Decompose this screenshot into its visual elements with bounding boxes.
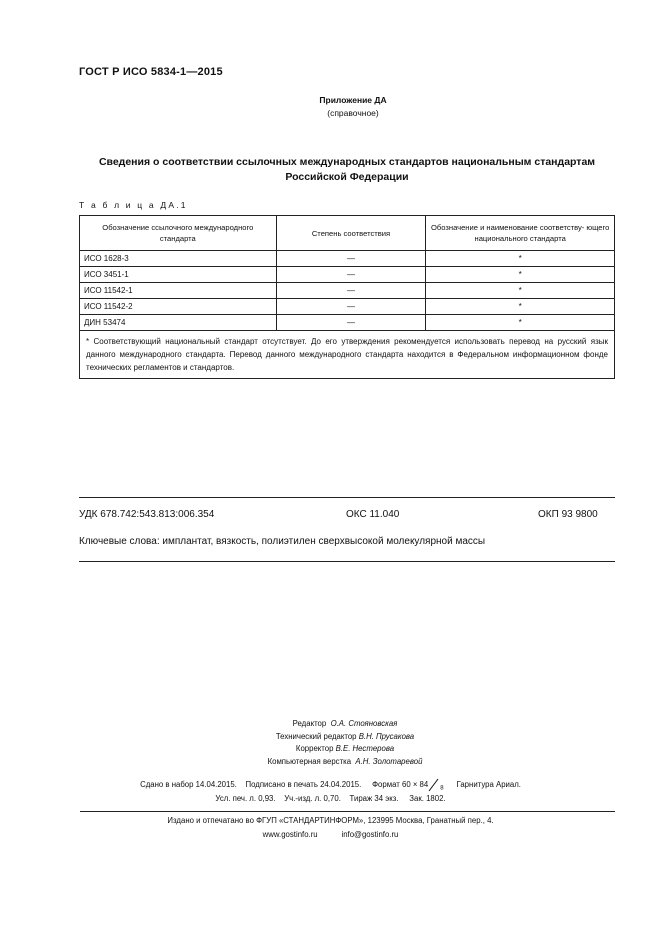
email-link[interactable]: info@gostinfo.ru bbox=[341, 830, 399, 839]
cell-ref: ИСО 11542-1 bbox=[80, 283, 277, 299]
cell-national: * bbox=[426, 283, 615, 299]
table-footnote-row bbox=[80, 331, 615, 379]
cell-degree: — bbox=[276, 299, 426, 315]
editor-name: О.А. Стояновская bbox=[330, 719, 398, 728]
cell-national: * bbox=[426, 315, 615, 331]
credits-block bbox=[180, 718, 510, 768]
okp-code: ОКП 93 9800 bbox=[538, 509, 598, 520]
credit-tech-editor: Технический редактор В.Н. Прусакова bbox=[275, 731, 415, 741]
table-row bbox=[80, 251, 615, 267]
tech-editor-name: В.Н. Прусакова bbox=[358, 731, 415, 741]
header-degree: Степень соответствия bbox=[276, 216, 426, 251]
print-line-2 bbox=[0, 792, 661, 806]
table-row bbox=[80, 267, 615, 283]
site-link[interactable]: www.gostinfo.ru bbox=[262, 830, 318, 839]
table-row bbox=[80, 299, 615, 315]
table-label: Т а б л и ц а ДА.1 bbox=[79, 200, 188, 210]
oks-code: ОКС 11.040 bbox=[346, 509, 400, 520]
credit-corrector: Корректор В.Е. Нестерова bbox=[295, 744, 395, 753]
cell-national: * bbox=[426, 251, 615, 267]
annex-note: (справочное) bbox=[327, 108, 379, 118]
credit-editor: Редактор О.А. Стояновская bbox=[292, 719, 398, 728]
header-national-standard: Обозначение и наименование соответству- ющего национального стандарта bbox=[426, 216, 615, 251]
publ-sheets: Уч.-изд. л. 0,70. bbox=[284, 794, 341, 803]
cell-degree: — bbox=[276, 251, 426, 267]
cell-national: * bbox=[426, 267, 615, 283]
layout-name: А.Н. Золотаревой bbox=[355, 756, 423, 766]
font-info: Гарнитура Ариал. bbox=[456, 780, 521, 789]
keywords: Ключевые слова: имплантат, вязкость, полиэтилен сверхвысокой молекулярной массы bbox=[79, 536, 486, 547]
table-footnote: * Соответствующий национальный стандарт отсутствует. До его утверждения рекомендуется использовать перевод на русский язык данного международного стандарта. Перевод данного международного стандарта находится в Федеральном информационном фонде технических регламентов и стандартов. bbox=[80, 331, 615, 379]
print-sheets: Усл. печ. л. 0,93. bbox=[215, 794, 276, 803]
publisher-line: Издано и отпечатано во ФГУП «СТАНДАРТИНФОРМ», 123995 Москва, Гранатный пер., 4. bbox=[167, 816, 494, 825]
credit-layout: Компьютерная верстка А.Н. Золотаревой bbox=[267, 756, 423, 766]
signed-date: Подписано в печать 24.04.2015. bbox=[245, 780, 362, 789]
header-ref-standard: Обозначение ссылочного международного стандарта bbox=[80, 216, 277, 251]
divider-top bbox=[79, 497, 615, 498]
cell-degree: — bbox=[276, 315, 426, 331]
corrector-name: В.Е. Нестерова bbox=[335, 744, 395, 753]
cell-ref: ИСО 1628-3 bbox=[80, 251, 277, 267]
table-row bbox=[80, 315, 615, 331]
divider-print bbox=[80, 811, 615, 812]
correspondence-table bbox=[79, 215, 615, 379]
udk-code: УДК 678.742:543.813:006.354 bbox=[79, 509, 215, 520]
format-fraction-icon bbox=[428, 780, 440, 790]
section-title: Сведения о соответствии ссылочных международных стандартов национальным стандартам Российской Федерации bbox=[98, 156, 596, 183]
table-row bbox=[80, 283, 615, 299]
cell-ref: ИСО 11542-2 bbox=[80, 299, 277, 315]
print-run: Тираж 34 экз. bbox=[349, 794, 399, 803]
cell-national: * bbox=[426, 299, 615, 315]
cell-degree: — bbox=[276, 283, 426, 299]
cell-degree: — bbox=[276, 267, 426, 283]
order-number: Зак. 1802. bbox=[409, 794, 446, 803]
cell-ref: ДИН 53474 bbox=[80, 315, 277, 331]
annex-title: Приложение ДА bbox=[319, 95, 387, 105]
submitted-date: Сдано в набор 14.04.2015. bbox=[140, 780, 237, 789]
divider-bottom bbox=[79, 561, 615, 562]
document-code: ГОСТ Р ИСО 5834-1—2015 bbox=[79, 66, 223, 78]
table-header-row bbox=[80, 216, 615, 251]
contacts-line bbox=[0, 828, 661, 842]
cell-ref: ИСО 3451-1 bbox=[80, 267, 277, 283]
paper-format: Формат 60 × 84 bbox=[372, 780, 429, 789]
format-denominator: 8 bbox=[440, 785, 444, 792]
